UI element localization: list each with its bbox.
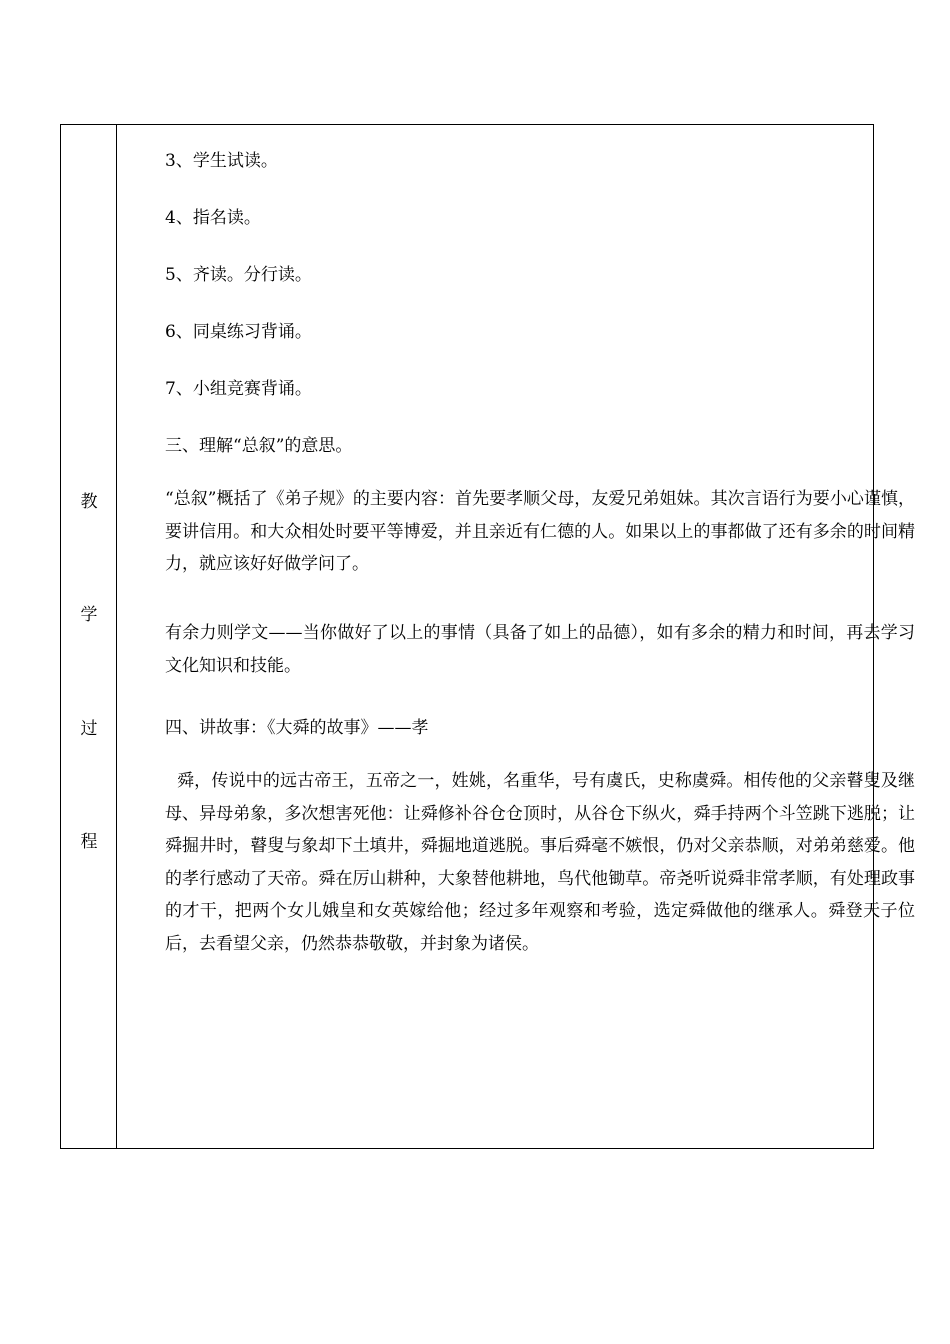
step-7: 7、小组竞赛背诵。 (165, 379, 312, 399)
section-3-body: “总叙”概括了《弟子规》的主要内容：首先要孝顺父母，友爱兄弟姐妹。其次言语行为要小心谨慎，要讲信用。和大众相处时要平等博爱，并且亲近有仁德的人。如果以上的事都做了还有多余的时间精力，就应该好好做学问了。 (165, 489, 915, 574)
side-label-char-4: 程 (80, 832, 98, 852)
side-label-char-2: 学 (80, 605, 98, 625)
step-3: 3、学生试读。 (165, 151, 278, 171)
section-4-story: 舜，传说中的远古帝王，五帝之一，姓姚，名重华，号有虞氏，史称虞舜。相传他的父亲瞽叟及继母、异母弟象，多次想害死他：让舜修补谷仓仓顶时，从谷仓下纵火，舜手持两个斗笠跳下逃脱；让舜掘井时，瞽叟与象却下土填井，舜掘地道逃脱。事后舜毫不嫉恨，仍对父亲恭顺，对弟弟慈爱。他的孝行感动了天帝。舜在厉山耕种，大象替他耕地，鸟代他锄草。帝尧听说舜非常孝顺，有处理政事的才干，把两个女儿娥皇和女英嫁给他；经过多年观察和考验，选定舜做他的继承人。舜登天子位后，去看望父亲，仍然恭恭敬敬，并封象为诸侯。 (165, 771, 915, 954)
section-3-heading: 三、理解“总叙”的意思。 (165, 436, 353, 456)
side-label-char-1: 教 (80, 492, 98, 512)
lesson-table (60, 124, 915, 1149)
step-6: 6、同桌练习背诵。 (165, 322, 312, 342)
side-label-char-3: 过 (80, 719, 98, 739)
section-4-heading: 四、讲故事：《大舜的故事》——孝 (165, 718, 429, 738)
section-3-note: 有余力则学文——当你做好了以上的事情（具备了如上的品德），如有多余的精力和时间，再去学习文化知识和技能。 (165, 623, 915, 676)
lesson-content (117, 125, 915, 1148)
step-4: 4、指名读。 (165, 208, 261, 228)
step-5: 5、齐读。分行读。 (165, 265, 312, 285)
